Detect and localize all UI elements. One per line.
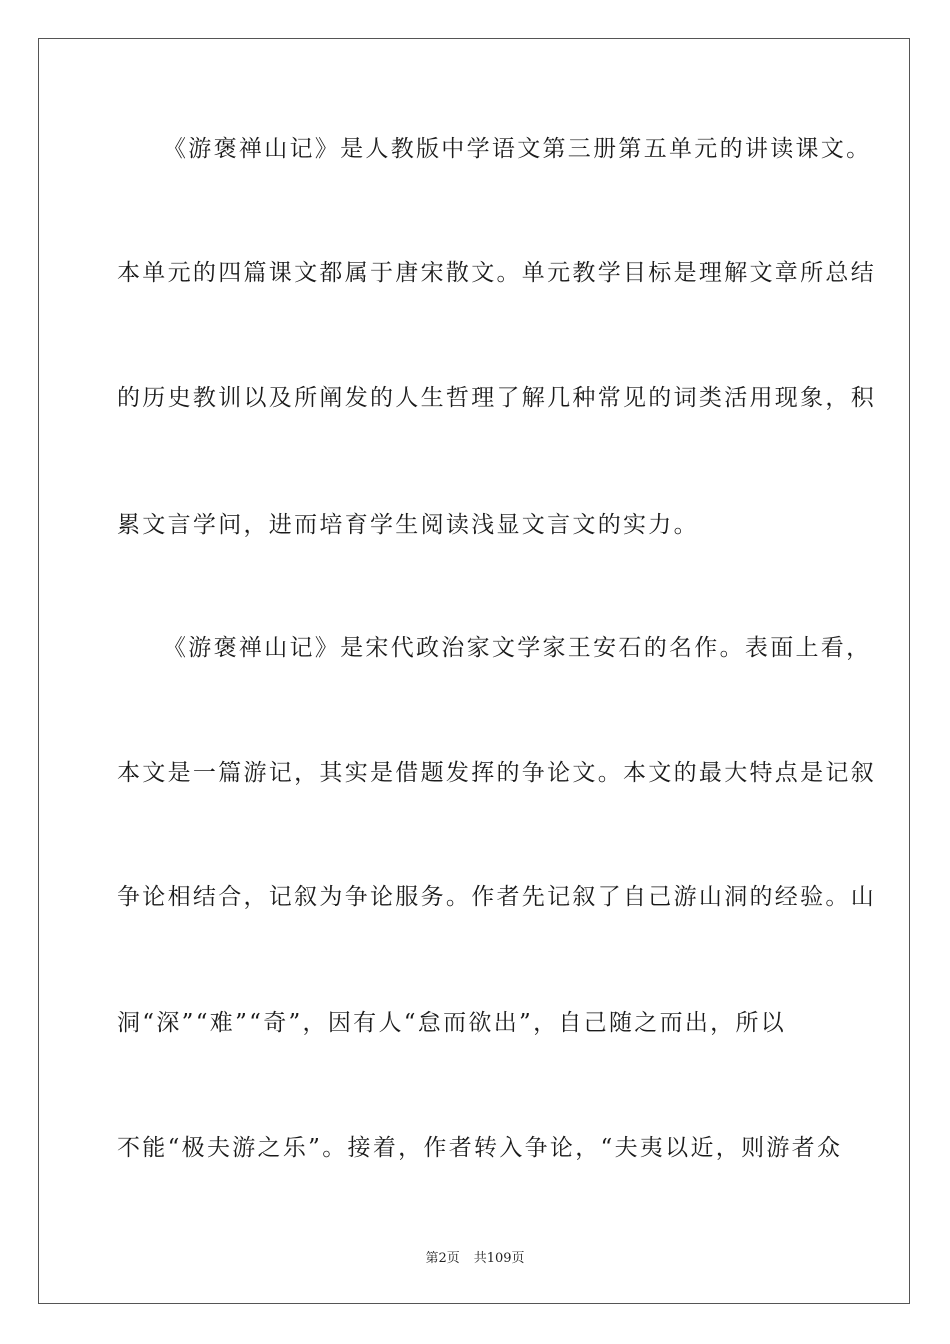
total-pages: 共109页 — [473, 1251, 525, 1266]
paragraph-2-line-2: 本文是一篇游记，其实是借题发挥的争论文。本文的最大特点是记叙 — [117, 760, 876, 786]
page-border — [38, 38, 910, 1304]
paragraph-1-line-3: 的历史教训以及所阐发的人生哲理了解几种常见的词类活用现象，积 — [117, 385, 876, 411]
paragraph-2-line-3: 争论相结合，记叙为争论服务。作者先记叙了自己游山洞的经验。山 — [117, 884, 876, 910]
page-footer — [0, 1250, 950, 1268]
paragraph-2-line-4: 洞“深”“难”“奇”，因有人“怠而欲出”，自己随之而出，所以 — [117, 1010, 787, 1036]
paragraph-1-line-2: 本单元的四篇课文都属于唐宋散文。单元教学目标是理解文章所总结 — [117, 260, 876, 286]
page-number: 第2页 — [425, 1251, 460, 1266]
paragraph-1-line-4: 累文言学问，进而培育学生阅读浅显文言文的实力。 — [117, 512, 699, 538]
paragraph-1-line-1: 《游褒禅山记》是人教版中学语文第三册第五单元的讲读课文。 — [163, 136, 872, 162]
paragraph-2-line-1: 《游褒禅山记》是宋代政治家文学家王安石的名作。表面上看， — [163, 635, 872, 661]
paragraph-2-line-5: 不能“极夫游之乐”。接着，作者转入争论，“夫夷以近，则游者众 — [117, 1135, 843, 1161]
